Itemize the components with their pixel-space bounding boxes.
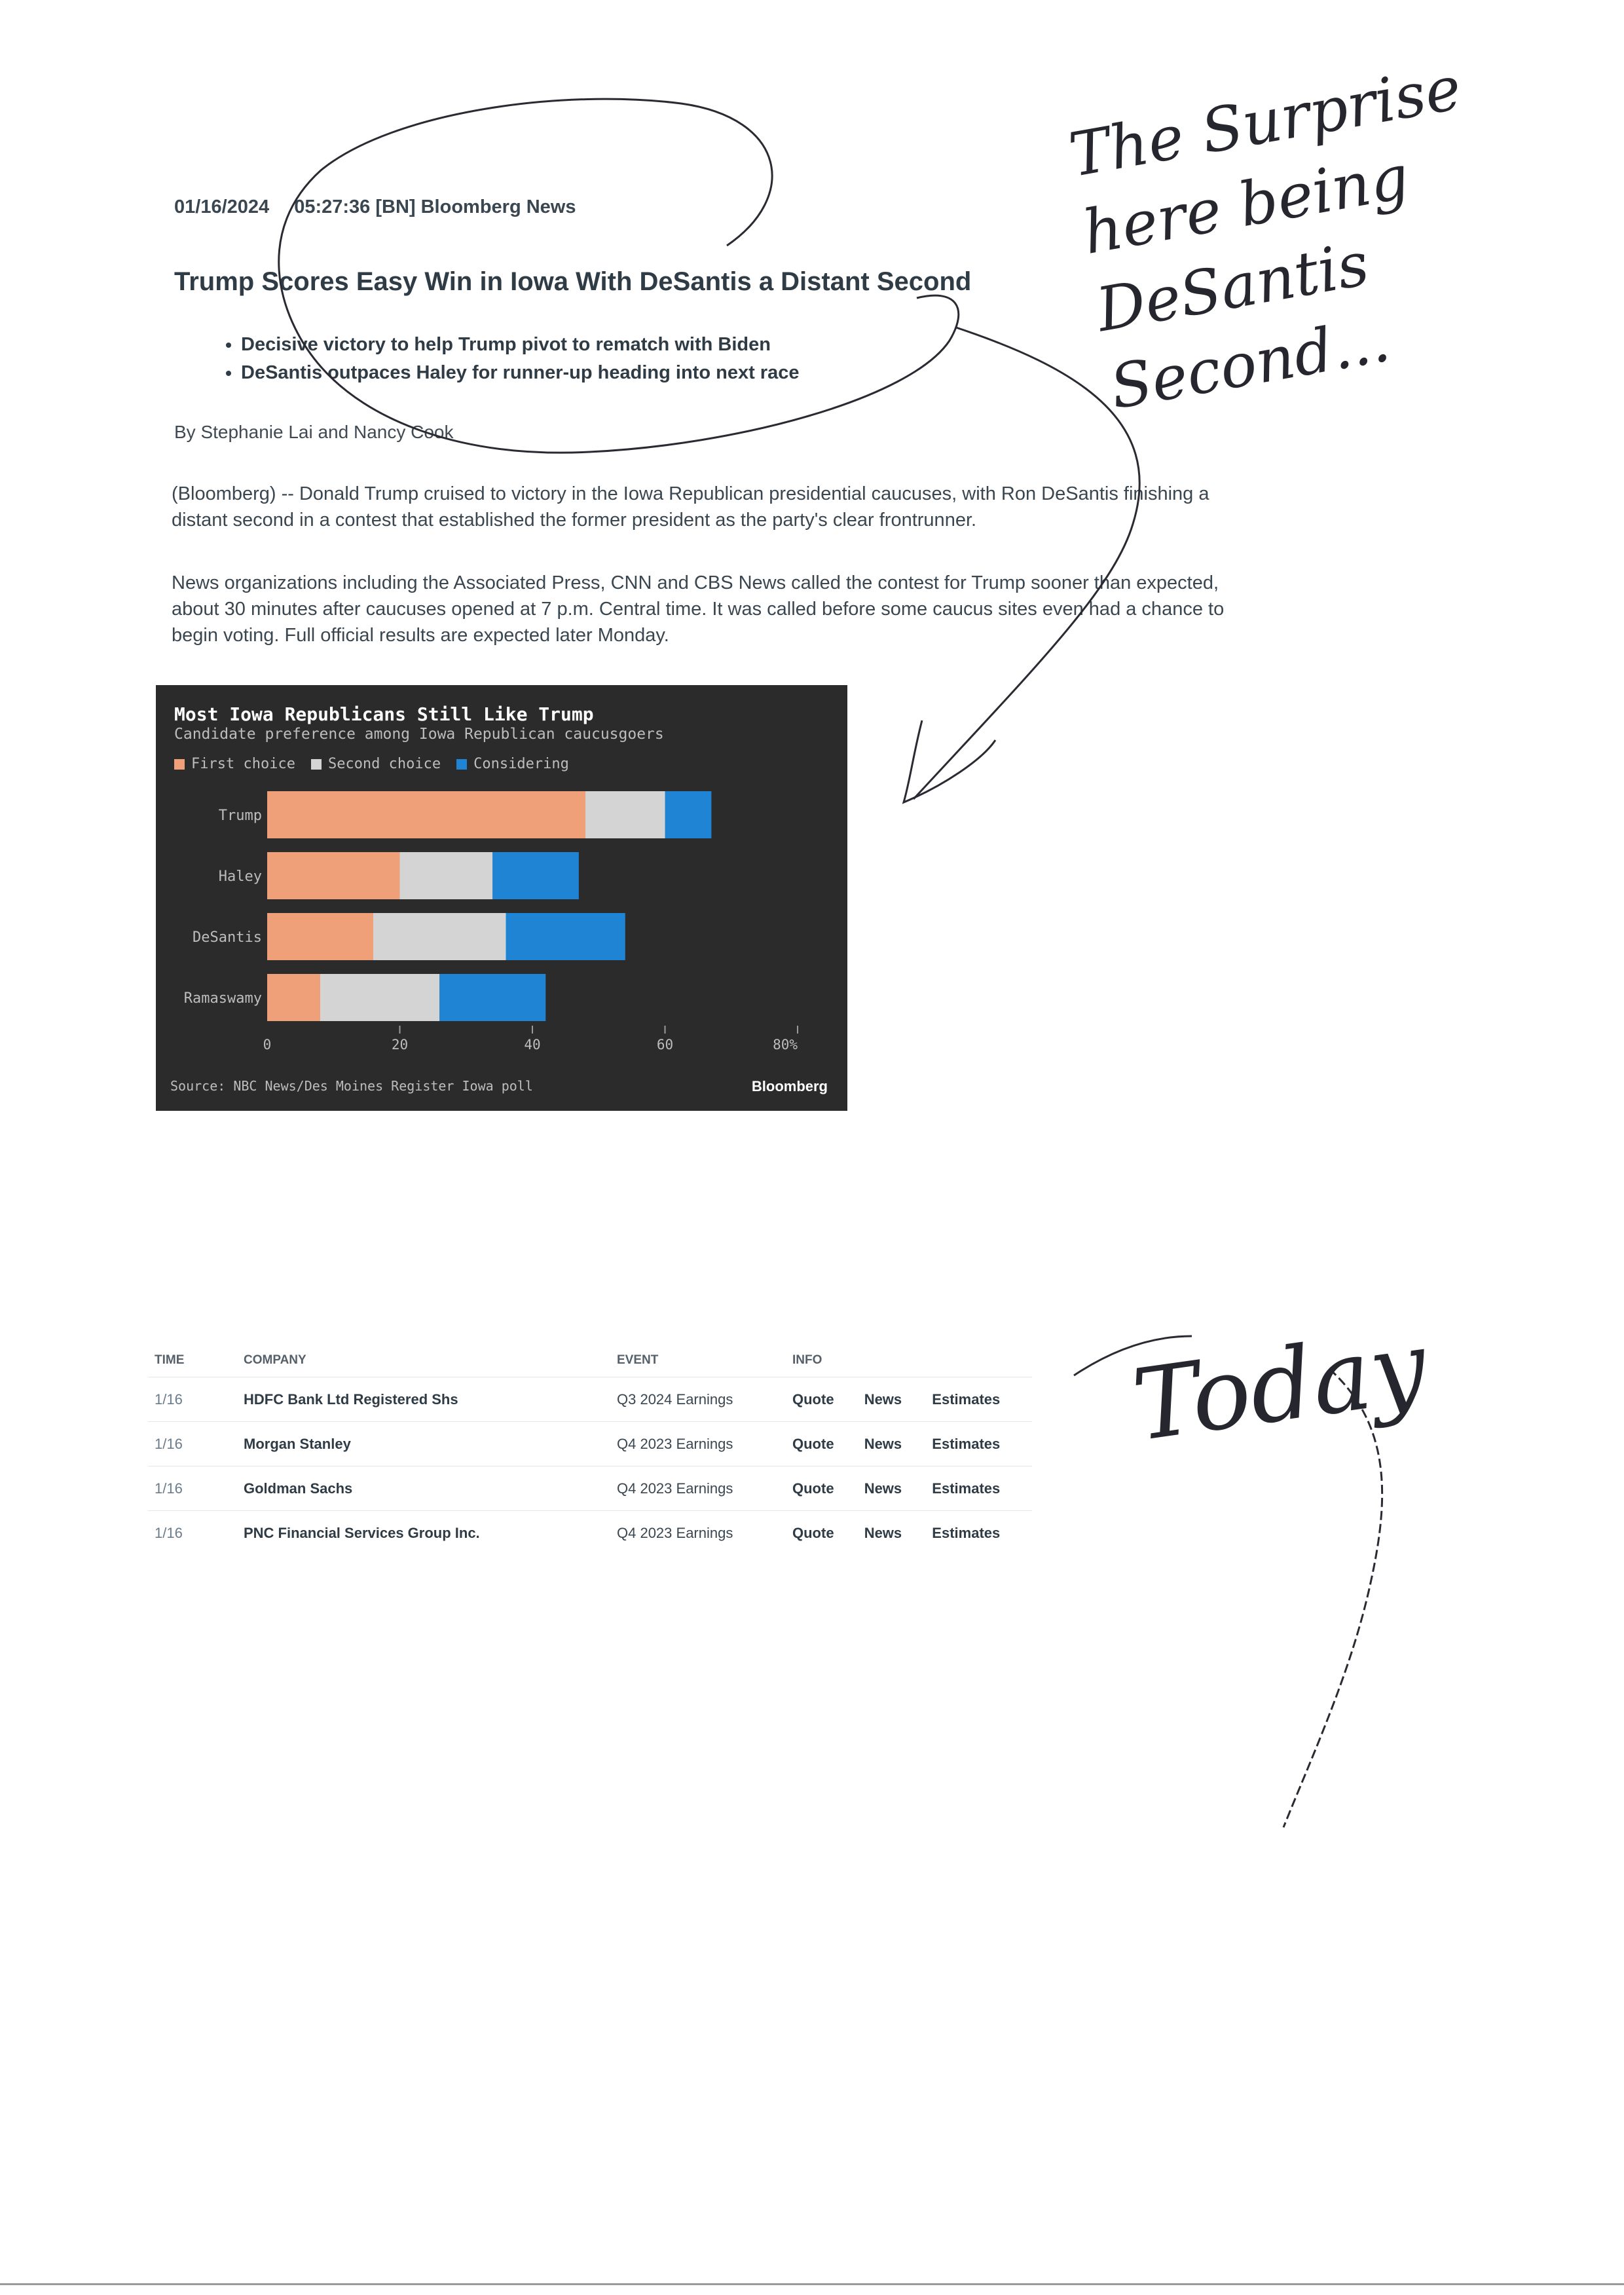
ink-arrow [913, 327, 1139, 799]
article-paragraph: News organizations including the Associated Press, CNN and CBS News called the contest for Trump sooner than expected, about 30 minutes after caucuses opened at 7 p.m. Central time. It was called before some caucus sites even had a chance to begin voting. Full official results are expected later Monday. [172, 572, 1225, 646]
news-link[interactable]: News [864, 1524, 902, 1541]
estimates-link[interactable]: Estimates [932, 1435, 1001, 1452]
x-tick-label: 40 [524, 1037, 541, 1053]
row-company: Goldman Sachs [228, 1466, 617, 1511]
category-label: DeSantis [193, 929, 262, 946]
chart-brand-logo: Bloomberg [751, 1078, 828, 1094]
chart-title: Most Iowa Republicans Still Like Trump [174, 703, 594, 725]
header-info: INFO [792, 1353, 822, 1367]
row-event: Q3 2024 Earnings [617, 1377, 792, 1422]
bullet-item: • DeSantis outpaces Haley for runner-up heading into next race [241, 362, 799, 384]
row-event: Q4 2023 Earnings [617, 1422, 792, 1466]
category-label: Ramaswamy [183, 990, 262, 1007]
quote-link[interactable]: Quote [792, 1524, 834, 1541]
article-byline: By Stephanie Lai and Nancy Cook [174, 422, 454, 442]
chart-source: Source: NBC News/Des Moines Register Iowa poll [170, 1078, 533, 1094]
estimates-link[interactable]: Estimates [932, 1480, 1001, 1497]
row-time: 1/16 [148, 1422, 228, 1466]
legend-label: Second choice [327, 756, 441, 772]
estimates-link[interactable]: Estimates [932, 1524, 1001, 1541]
news-link[interactable]: News [864, 1390, 902, 1408]
news-link[interactable]: News [864, 1480, 902, 1497]
row-time: 1/16 [148, 1511, 228, 1556]
row-event: Q4 2023 Earnings [617, 1466, 792, 1511]
row-time: 1/16 [148, 1466, 228, 1511]
legend-label: Considering [473, 756, 569, 772]
row-time: 1/16 [148, 1377, 228, 1422]
legend-label: First choice [191, 756, 295, 772]
article-time-source: 05:27:36 [BN] Bloomberg News [294, 196, 576, 217]
quote-link[interactable]: Quote [792, 1390, 834, 1408]
article-headline: Trump Scores Easy Win in Iowa With DeSantis a Distant Second [174, 267, 972, 296]
quote-link[interactable]: Quote [792, 1435, 834, 1452]
handwritten-note: The Surprise here being DeSantis Second... [1064, 52, 1467, 423]
header-company: COMPANY [244, 1353, 306, 1367]
estimates-link[interactable]: Estimates [932, 1390, 1001, 1408]
news-link[interactable]: News [864, 1435, 902, 1452]
x-tick-label: 60 [656, 1037, 674, 1053]
bullet-item: • Decisive victory to help Trump pivot to rematch with Biden [241, 334, 799, 356]
row-company: Morgan Stanley [228, 1422, 617, 1466]
quote-link[interactable]: Quote [792, 1480, 834, 1497]
row-event: Q4 2023 Earnings [617, 1511, 792, 1556]
handwritten-note: Today [1126, 1309, 1433, 1464]
header-event: EVENT [617, 1353, 659, 1367]
category-label: Haley [218, 868, 262, 885]
x-tick-label: 80% [773, 1037, 798, 1053]
ink-circle [279, 99, 959, 453]
article-paragraph: (Bloomberg) -- Donald Trump cruised to victory in the Iowa Republican presidential caucuses, with Ron DeSantis finishing a distant second in a contest that established the former president as the party's clear frontrunner. [172, 483, 1209, 531]
row-company: PNC Financial Services Group Inc. [228, 1511, 617, 1556]
page-bottom-rule [0, 2283, 1624, 2285]
chart-subtitle: Candidate preference among Iowa Republican caucusgoers [174, 726, 664, 743]
article-date: 01/16/2024 [174, 196, 270, 217]
header-time: TIME [155, 1353, 185, 1367]
category-label: Trump [218, 808, 262, 824]
x-tick-label: 20 [391, 1037, 409, 1053]
x-tick-label: 0 [263, 1037, 272, 1053]
row-company: HDFC Bank Ltd Registered Shs [228, 1377, 617, 1422]
